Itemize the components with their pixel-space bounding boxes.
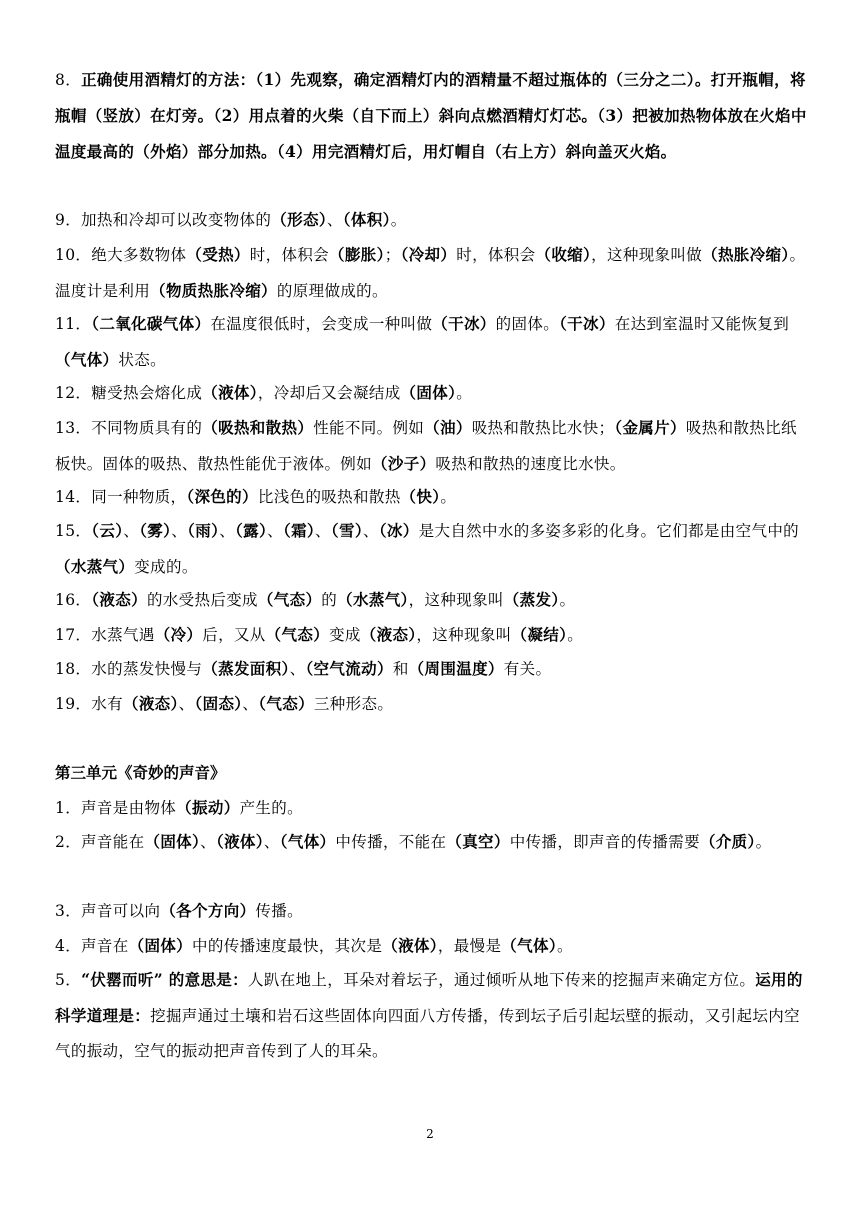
text-run: 变成 — [329, 626, 361, 644]
text-run: 5． — [55, 971, 82, 989]
bold-text-run: “伏罂而听” 的意思是： — [81, 970, 248, 989]
text-run: 。 — [390, 211, 407, 229]
text-run: 人趴在地上，耳朵对着坛子，通过倾听从地下传来的挖掘声来确定方位。 — [248, 971, 756, 989]
bold-text-run: （介质） — [699, 832, 756, 851]
text-run: ，这种现象叫 — [408, 591, 504, 609]
text-run: 、 — [267, 522, 283, 540]
bold-text-run: （膨胀） — [329, 245, 385, 264]
bold-text-run: （干冰） — [559, 314, 615, 333]
bold-text-run: （液态） — [91, 590, 147, 609]
bold-text-run: （霜） — [282, 521, 316, 540]
text-run: 17．水蒸气遇 — [55, 626, 155, 644]
bold-text-run: （液体） — [202, 383, 258, 402]
bold-text-run: （冷却） — [400, 245, 457, 264]
text-run: 3．声音可以向 — [55, 902, 161, 920]
text-run: 三种形态。 — [313, 695, 394, 713]
text-run: 中传播，不能在 — [335, 833, 447, 851]
bold-text-run: （振动） — [176, 798, 240, 817]
text-run: 有关。 — [503, 660, 552, 678]
unit3-item-5 — [55, 962, 807, 1069]
bold-text-run: （固体） — [128, 936, 193, 955]
bold-text-run: （气体） — [55, 350, 119, 369]
text-run: 传播。 — [255, 902, 303, 920]
text-run: 11． — [55, 315, 92, 333]
text-run: 、 — [200, 833, 216, 851]
bold-text-run: （深色的） — [186, 487, 258, 506]
bold-text-run: （周围温度） — [408, 659, 504, 678]
bold-text-run: （吸热和散热） — [202, 418, 314, 437]
bold-text-run: （形态） — [271, 210, 327, 229]
bold-text-run: （蒸发） — [503, 590, 560, 609]
text-run: 13．不同物质具有的 — [55, 419, 203, 437]
unit3-item-4 — [55, 928, 807, 964]
bold-text-run: （气态） — [257, 590, 322, 609]
text-run: 15． — [55, 522, 92, 540]
text-run: 9．加热和冷却可以改变物体的 — [55, 211, 272, 229]
bold-text-run: （液体） — [382, 936, 438, 955]
item-12 — [55, 375, 807, 411]
text-run: 12．糖受热会熔化成 — [55, 384, 203, 402]
item-14 — [55, 479, 807, 515]
item-11 — [55, 306, 807, 378]
text-run: 、 — [123, 522, 140, 540]
bold-text-run: （凝结） — [511, 625, 568, 644]
bold-text-run: （受热） — [186, 245, 250, 264]
text-run: 中的传播速度最快，其次是 — [192, 937, 383, 955]
item-17 — [55, 617, 807, 653]
text-run: 的固体。 — [495, 315, 560, 333]
bold-text-run: （露） — [235, 521, 268, 540]
bold-text-run: （收缩） — [535, 245, 592, 264]
text-run: 。 — [567, 626, 584, 644]
bold-text-run: （液态） — [360, 625, 417, 644]
bold-text-run: （空气流动） — [305, 659, 393, 678]
text-run: 、 — [219, 522, 236, 540]
text-run: 。 — [456, 384, 473, 402]
item-9 — [55, 202, 807, 238]
text-run: 产生的。 — [239, 799, 303, 817]
text-run: 。 — [559, 591, 576, 609]
bold-text-run: （雪） — [330, 521, 363, 540]
bold-text-run: （沙子） — [372, 454, 436, 473]
bold-text-run: （物质热胀冷缩） — [150, 281, 277, 300]
text-run: 在温度很低时，会变成一种叫做 — [210, 315, 433, 333]
section-heading-unit3: 第三单元《奇妙的声音》 — [55, 763, 226, 782]
bold-text-run: （金属片） — [614, 418, 686, 437]
text-run: ，这种现象叫 — [416, 626, 512, 644]
bold-text-run: （雾） — [139, 521, 172, 540]
bold-text-run: （热胀冷缩） — [702, 245, 790, 264]
text-run: 、 — [362, 522, 379, 540]
bold-text-run: （气体） — [279, 832, 336, 851]
text-run: ，冷却后又会凝结成 — [257, 384, 401, 402]
text-run: 是大自然中水的多姿多彩的化身。它们都是由空气中的 — [418, 522, 800, 540]
text-run: 4．声音在 — [55, 937, 129, 955]
bold-text-run: 运用的科学道理是： — [55, 970, 803, 1025]
text-run: 、 — [263, 833, 280, 851]
bold-text-run: （油） — [424, 418, 472, 437]
text-run: 8． — [55, 71, 82, 89]
bold-text-run: （冰） — [378, 521, 419, 540]
text-run: 19．水有 — [55, 695, 123, 713]
bold-text-run: （冷） — [154, 625, 203, 644]
bold-text-run: （气态） — [258, 694, 314, 713]
item-13 — [55, 410, 807, 482]
text-run: 14．同一种物质， — [55, 488, 187, 506]
text-run: 。 — [556, 937, 573, 955]
text-run: 2．声音能在 — [55, 833, 145, 851]
item-19 — [55, 686, 807, 722]
item-8 — [55, 62, 807, 170]
text-run: 时，体积会 — [456, 246, 536, 264]
bold-text-run: （蒸发面积） — [202, 659, 290, 678]
bold-text-run: （二氧化碳气体） — [91, 314, 211, 333]
text-run: 的水受热后变成 — [146, 591, 258, 609]
unit3-item-2 — [55, 824, 807, 860]
text-run: 、 — [315, 522, 331, 540]
text-run: 时，体积会 — [249, 246, 330, 264]
bold-text-run: （水蒸气） — [55, 557, 135, 576]
text-run: 16． — [55, 591, 92, 609]
unit3-item-3 — [55, 893, 807, 929]
text-run: 吸热和散热的速度比水快。 — [435, 455, 626, 473]
text-run: 、 — [242, 695, 259, 713]
text-run: 比浅色的吸热和散热 — [257, 488, 401, 506]
item-15 — [55, 513, 807, 585]
bold-text-run: （体积） — [342, 210, 391, 229]
bold-text-run: （固态） — [194, 694, 243, 713]
text-run: 10．绝大多数物体 — [55, 246, 187, 264]
item-10 — [55, 237, 807, 309]
bold-text-run: 正确使用酒精灯的方法：（1）先观察，确定酒精灯内的酒精量不超过瓶体的（三分之二）。打开瓶帽，将瓶帽（竖放）在灯旁。（2）用点着的火柴（自下而上）斜向点燃酒精灯灯芯。（3）把被加热物体放在火焰中温度最高的（外焰）部分加热。（4）用完酒精灯后，用灯帽自（右上方）斜向盖灭火焰。 — [55, 70, 807, 161]
bold-text-run: （气体） — [501, 936, 557, 955]
unit3-item-1 — [55, 790, 807, 826]
text-run: 挖掘声通过土壤和岩石这些固体向四面八方传播，传到坛子后引起坛壁的振动，又引起坛内空气的振动，空气的振动把声音传到了人的耳朵。 — [55, 1007, 800, 1060]
text-run: 和 — [392, 660, 409, 678]
bold-text-run: （快） — [400, 487, 441, 506]
bold-text-run: （雨） — [187, 521, 220, 540]
bold-text-run: （水蒸气） — [337, 590, 409, 609]
text-run: ； — [384, 246, 401, 264]
text-run: 、 — [289, 660, 306, 678]
item-16 — [55, 582, 807, 618]
text-run: 18．水的蒸发快慢与 — [55, 660, 203, 678]
text-run: 吸热和散热比纸板快。固体的吸热、散热性能优于液体。例如 — [55, 419, 797, 473]
bold-text-run: （各个方向） — [160, 901, 256, 920]
bold-text-run: （干冰） — [432, 314, 496, 333]
item-18 — [55, 651, 807, 687]
bold-text-run: （真空） — [446, 832, 510, 851]
text-run: 吸热和散热比水快； — [471, 419, 615, 437]
text-run: 状态。 — [118, 351, 166, 369]
bold-text-run: （固体） — [144, 832, 201, 851]
text-run: 的原理做成的。 — [276, 282, 388, 300]
text-run: 在达到室温时又能恢复到 — [614, 315, 790, 333]
bold-text-run: （云） — [91, 521, 124, 540]
text-run: 性能不同。例如 — [313, 419, 425, 437]
text-run: 1．声音是由物体 — [55, 799, 177, 817]
text-run: ，这种现象叫做 — [591, 246, 703, 264]
text-run: 、 — [326, 211, 343, 229]
text-run: 。 — [755, 833, 772, 851]
text-run: 、 — [178, 695, 195, 713]
page-number: 2 — [426, 1127, 434, 1141]
text-run: 的 — [321, 591, 338, 609]
text-run: 。温度计是利用 — [55, 246, 806, 300]
text-run: 。 — [440, 488, 457, 506]
text-run: 变成的。 — [134, 558, 198, 576]
text-run: 后，又从 — [202, 626, 266, 644]
text-run: 中传播，即声音的传播需要 — [509, 833, 700, 851]
bold-text-run: （液态） — [122, 694, 179, 713]
bold-text-run: （液体） — [215, 832, 264, 851]
bold-text-run: （气态） — [265, 625, 330, 644]
text-run: 、 — [171, 522, 188, 540]
text-run: ，最慢是 — [437, 937, 502, 955]
bold-text-run: （固体） — [400, 383, 457, 402]
